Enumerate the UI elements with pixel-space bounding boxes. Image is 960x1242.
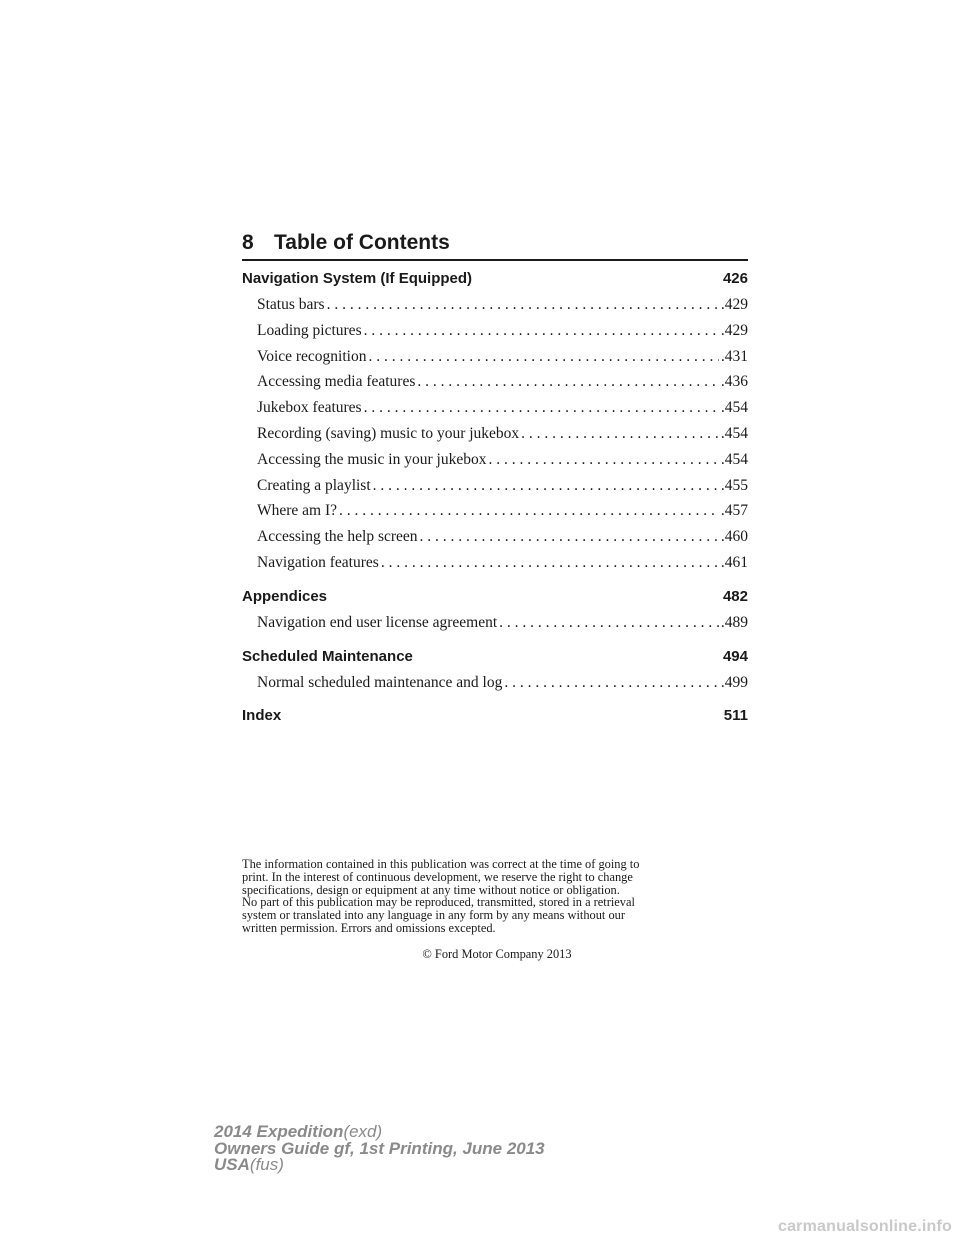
toc-section-appendices — [242, 584, 748, 636]
entry-title: Where am I? — [257, 502, 338, 520]
section-spacer — [242, 695, 748, 703]
entry-title: Normal scheduled maintenance and log — [257, 673, 503, 691]
section-title: Scheduled Maintenance — [242, 647, 413, 665]
entry-page: .489 — [720, 613, 748, 631]
section-page: 482 — [722, 587, 748, 605]
toc-entry[interactable] — [257, 344, 748, 370]
entry-page: .429 — [720, 321, 748, 339]
disclaimer-line: system or translated into any language in any form by any means without our — [242, 908, 625, 923]
entry-title: Accessing media features — [257, 373, 416, 391]
toc-section-heading[interactable] — [242, 644, 748, 670]
disclaimer-line: The information contained in this publication was correct at the time of going to — [242, 857, 640, 871]
toc-entry[interactable] — [257, 369, 748, 395]
section-page: 494 — [722, 647, 748, 665]
footer-model: 2014 Expedition — [214, 1122, 344, 1141]
entry-title: Creating a playlist — [257, 476, 371, 494]
toc-entry[interactable] — [257, 498, 748, 524]
toc-entry[interactable] — [257, 670, 748, 696]
entry-title: Accessing the help screen — [257, 528, 418, 546]
entry-page: .457 — [720, 502, 748, 520]
dot-leader — [364, 395, 719, 421]
toc-entry[interactable] — [257, 447, 748, 473]
toc-section-index — [242, 703, 748, 729]
entry-page: .436 — [720, 373, 748, 391]
dot-leader — [327, 292, 719, 318]
entry-title: Jukebox features — [257, 399, 362, 417]
table-of-contents — [242, 266, 748, 729]
entry-title: Status bars — [257, 296, 325, 313]
dot-leader — [368, 344, 718, 370]
section-page: 426 — [722, 270, 748, 287]
dot-leader — [488, 447, 718, 473]
entry-page: .455 — [720, 476, 748, 494]
dot-leader — [339, 498, 719, 524]
section-spacer — [242, 636, 748, 644]
section-title: Appendices — [242, 587, 328, 605]
page-number: 8 — [242, 231, 254, 254]
toc-entry[interactable] — [257, 550, 748, 576]
entry-title: Accessing the music in your jukebox — [257, 450, 487, 468]
site-watermark: carmanualsonline.info — [777, 1218, 952, 1235]
entry-title: Loading pictures — [257, 321, 362, 339]
entry-page: .499 — [720, 673, 748, 691]
section-title: Index — [242, 707, 282, 725]
toc-entry[interactable] — [257, 318, 748, 344]
entry-title: Voice recognition — [257, 347, 367, 365]
copyright-notice: © Ford Motor Company 2013 — [422, 947, 572, 961]
dot-leader — [504, 670, 719, 696]
dot-leader — [499, 610, 719, 636]
entry-page: .431 — [720, 347, 748, 365]
section-spacer — [242, 576, 748, 584]
dot-leader — [521, 421, 719, 447]
section-title: Navigation System (If Equipped) — [242, 270, 473, 287]
footer-market-code: (fus) — [249, 1155, 284, 1174]
disclaimer-line: written permission. Errors and omissions excepted. — [242, 920, 496, 935]
dot-leader — [420, 524, 719, 550]
toc-entry[interactable] — [257, 395, 748, 421]
entry-page: .460 — [720, 528, 748, 546]
toc-entry[interactable] — [257, 610, 748, 636]
section-page: 511 — [723, 707, 748, 725]
dot-leader — [417, 369, 718, 395]
entry-title: Recording (saving) music to your jukebox — [257, 424, 520, 442]
disclaimer-text — [242, 858, 752, 935]
toc-entry[interactable] — [257, 292, 748, 318]
entry-page: .429 — [720, 296, 748, 313]
footer-line-market — [214, 1157, 545, 1174]
toc-section-heading[interactable] — [242, 703, 748, 729]
toc-entry[interactable] — [257, 473, 748, 499]
toc-section-heading[interactable] — [242, 584, 748, 610]
footer-guide: Owners Guide gf, 1st Printing, June 2013 — [214, 1138, 545, 1158]
footer-model-code: (exd) — [343, 1122, 383, 1141]
toc-entry[interactable] — [257, 421, 748, 447]
disclaimer-line: No part of this publication may be reproduced, transmitted, stored in a retrieval — [242, 895, 635, 910]
entry-page: .454 — [720, 399, 748, 417]
toc-section-scheduled-maintenance — [242, 644, 748, 696]
print-footer — [214, 1124, 545, 1174]
disclaimer-line: specifications, design or equipment at any time without notice or obligation. — [242, 882, 620, 897]
entry-title: Navigation features — [257, 553, 379, 571]
toc-entry[interactable] — [257, 524, 748, 550]
toc-section-navigation — [242, 266, 748, 576]
disclaimer-line: print. In the interest of continuous development, we reserve the right to change — [242, 869, 633, 884]
dot-leader — [381, 550, 719, 576]
entry-title: Navigation end user license agreement — [257, 613, 498, 631]
toc-section-heading[interactable] — [242, 266, 748, 292]
dot-leader — [364, 318, 719, 344]
entry-page: .454 — [720, 424, 748, 442]
entry-page: .461 — [720, 553, 748, 571]
dot-leader — [373, 473, 719, 499]
footer-market: USA — [214, 1155, 250, 1174]
page-header — [242, 229, 748, 261]
page-title: Table of Contents — [274, 231, 450, 254]
entry-page: .454 — [720, 450, 748, 468]
